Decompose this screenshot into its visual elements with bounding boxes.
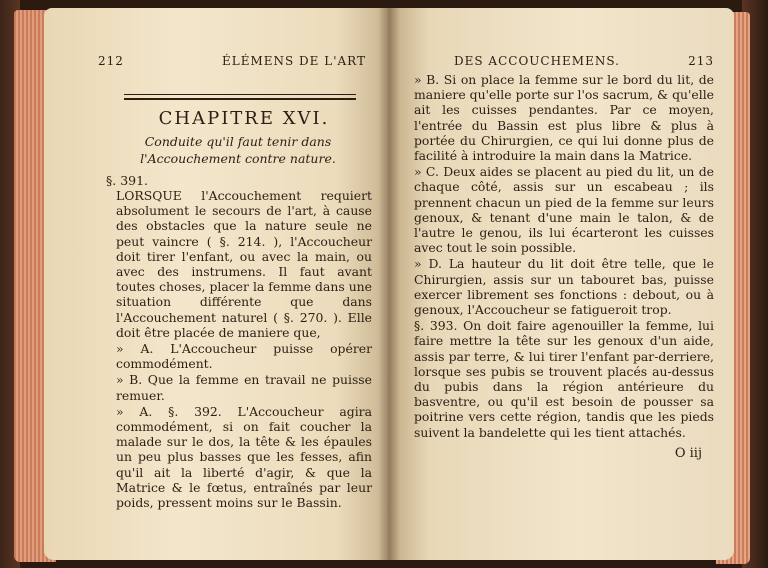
chapter-subtitle: Conduite qu'il faut tenir dans l'Accouchement contre nature. [140,134,336,166]
right-paragraph: » D. La hauteur du lit doit être telle, que le Chirurgien, assis sur un tabouret bas, puisse exercer librement ses fonctions : debout, ou à genoux, l'Accoucheur se fatigueroit trop. [414,256,714,318]
left-running-head [98,54,366,72]
right-body-text [414,72,714,440]
right-page-number: 213 [688,54,714,68]
left-page [44,8,388,560]
left-paragraph: LORSQUE l'Accouchement requiert absolument le secours de l'art, à cause des obstacles que la nature seule ne peut vaincre ( §. 214. ), l'Accoucheur doit tirer l'enfant, ou avec la main, ou avec des instrumens. Il faut avant toutes choses, placer la femme dans une situation différente que dans l'Accouchement naturel ( §. 270. ). Elle doit être placée de maniere que, [116,188,372,340]
left-paragraph: » A. §. 392. L'Accoucheur agira commodément, si on fait coucher la malade sur le dos, la tête & les épaules un peu plus basses que les fesses, afin qu'il ait la liberté d'agir, & que la Matrice & le fœtus, entraînés par leur poids, pressent moins sur le Bassin. [116,403,372,511]
left-paragraph: » A. L'Accoucheur puisse opérer commodément. [116,341,372,372]
left-page-number: 212 [98,54,124,68]
right-paragraph: §. 393. On doit faire agenouiller la femme, lui faire mettre la tête sur les genoux d'un aide, assis par terre, & lui tirer l'enfant par-derriere, lorsque ses pubis se trouvent placés au-dessus du pubis dans la région antérieure du basventre, ou qu'il est besoin de pousser sa poitrine vers cette région, tandis que les pieds suivent la bandelette qui les tient attachés. [414,318,714,440]
right-page [388,8,734,560]
chapter-rule [124,94,356,100]
paragraph-label: §. 391. [106,173,149,188]
book-gutter [378,8,400,560]
right-running-head [454,54,714,72]
right-paragraph: » B. Si on place la femme sur le bord du lit, de maniere qu'elle porte sur l'os sacrum, & qu'elle ait les cuisses pendantes. Par ce moyen, l'entrée du Bassin est plus libre & plus à portée du Chirurgien, ce qui lui donne plus de facilité à introduire la main dans la Matrice. [414,72,714,164]
left-paragraph: » B. Que la femme en travail ne puisse remuer. [116,372,372,403]
right-paragraph: » C. Deux aides se placent au pied du lit, un de chaque côté, assis sur un escabeau ; ils prennent chacun un pied de la femme sur leurs genoux, & tenant d'une main le talon, & de l'autre le genou, ils lui écarteront les cuisses avec tout le soin possible. [414,164,714,256]
right-running-title: DES ACCOUCHEMENS. [454,54,620,68]
left-running-title: ÉLÉMENS DE L'ART [221,54,366,68]
left-body-text [116,188,372,510]
signature-mark: O iij [674,445,702,461]
chapter-title: CHAPITRE XVI. [158,108,330,129]
